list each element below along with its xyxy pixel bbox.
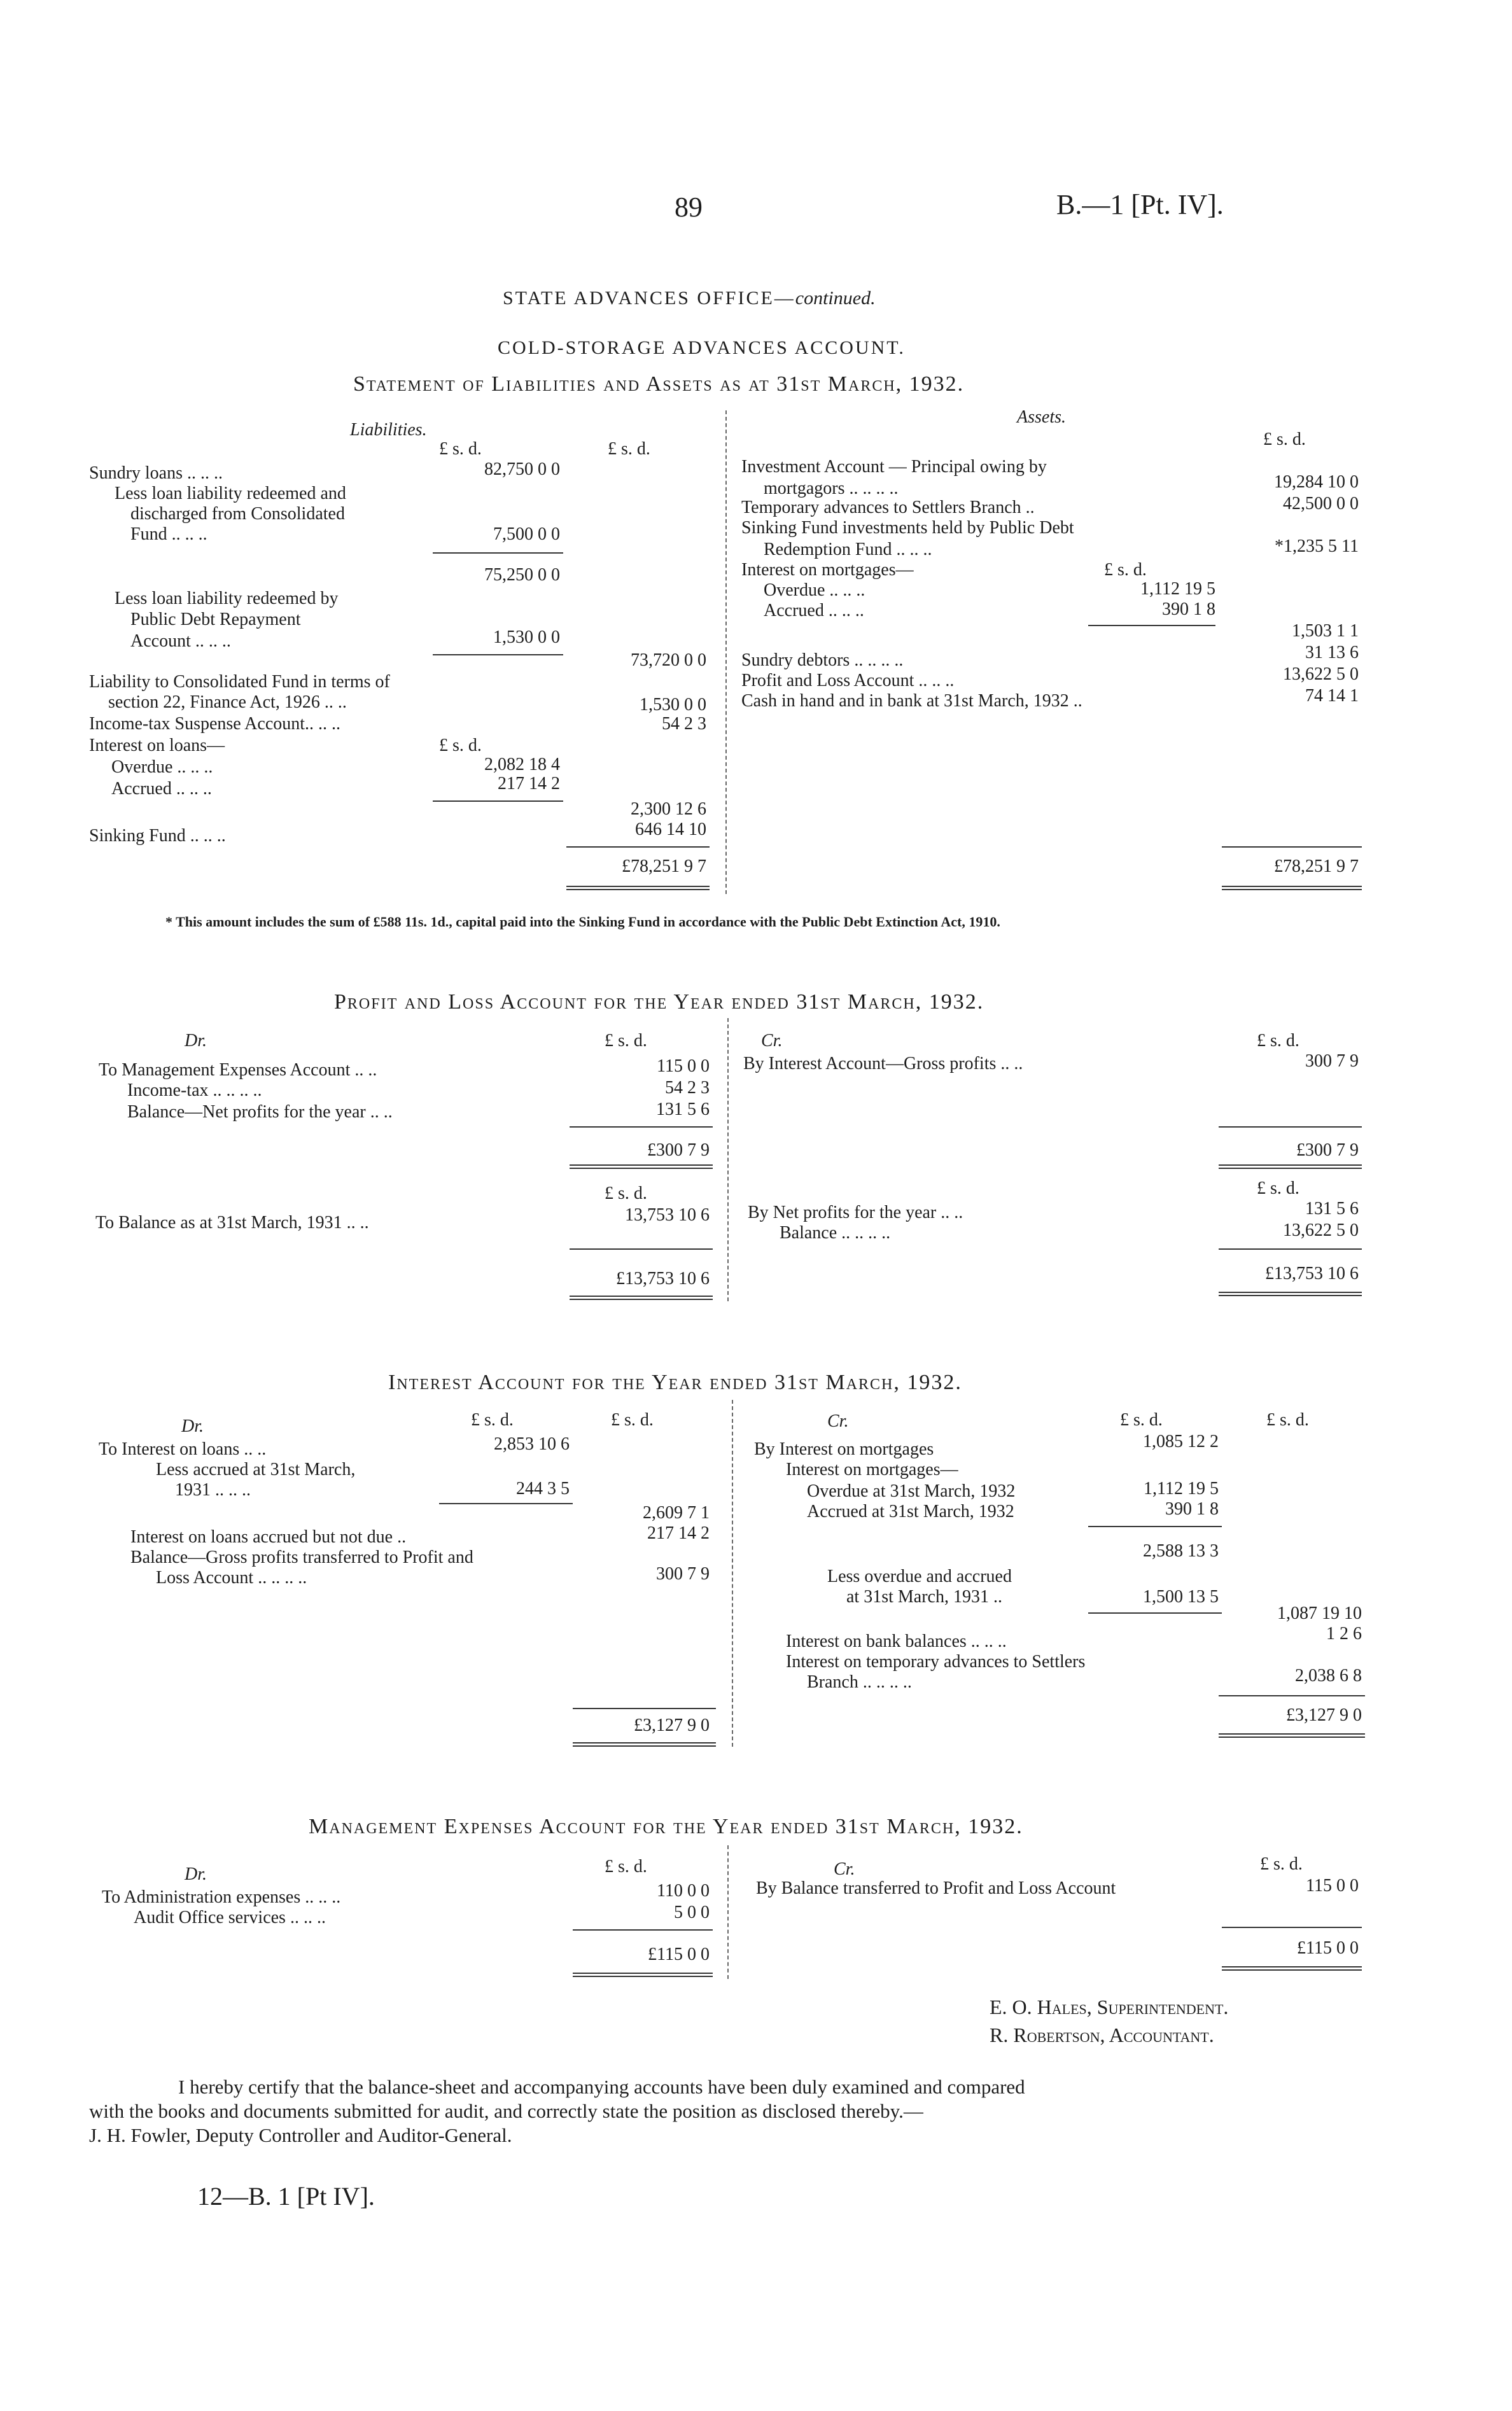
asset-line: mortgagors .. .. .. .. <box>764 479 899 498</box>
amount: 244 3 5 <box>516 1479 570 1499</box>
lsd-header: £ s. d. <box>611 1410 654 1430</box>
double-rule <box>1222 886 1362 890</box>
lsd-header: £ s. d. <box>608 439 650 459</box>
dr-label: Dr. <box>181 1416 204 1436</box>
credit-line: Interest on mortgages— <box>786 1460 958 1479</box>
double-rule <box>1219 1164 1362 1169</box>
column-divider <box>725 410 727 894</box>
pl-title: Profit and Loss Account for the Year ended 31st March, 1932. <box>334 990 984 1014</box>
credit-line: Accrued at 31st March, 1932 <box>807 1502 1014 1521</box>
rule <box>570 1126 713 1128</box>
debit-line: Income-tax .. .. .. .. <box>127 1080 262 1100</box>
lsd-header: £ s. d. <box>605 1857 647 1876</box>
debit-line: To Interest on loans .. .. <box>99 1439 267 1459</box>
amount: 54 2 3 <box>662 714 706 734</box>
lsd-header: £ s. d. <box>605 1184 647 1203</box>
liability-line: Interest on loans— <box>89 736 225 755</box>
statement-title: Statement of Liabilities and Assets as at 31st March, 1932. <box>353 372 965 396</box>
liability-line: Liability to Consolidated Fund in terms of <box>89 672 390 692</box>
footer-reference: 12—B. 1 [Pt IV]. <box>197 2182 375 2211</box>
liability-line: Less loan liability redeemed and <box>115 484 346 503</box>
rule <box>1222 846 1362 848</box>
asset-line: Profit and Loss Account .. .. .. <box>741 671 955 690</box>
column-divider <box>732 1400 733 1747</box>
amount: 1,087 19 10 <box>1277 1604 1362 1623</box>
amount: 31 13 6 <box>1305 643 1359 662</box>
amount: 19,284 10 0 <box>1274 472 1359 492</box>
asset-line: Temporary advances to Settlers Branch .. <box>741 498 1035 517</box>
lsd-header: £ s. d. <box>471 1410 514 1430</box>
amount: 131 5 6 <box>1305 1199 1359 1219</box>
account-title: COLD-STORAGE ADVANCES ACCOUNT. <box>498 337 906 358</box>
amount: 300 7 9 <box>656 1564 710 1584</box>
total: £13,753 10 6 <box>616 1269 710 1289</box>
cr-label: Cr. <box>827 1411 849 1431</box>
lsd-header: £ s. d. <box>1104 560 1147 580</box>
lsd-header: £ s. d. <box>605 1031 647 1051</box>
liability-line: Accrued .. .. .. <box>111 779 212 799</box>
total: £3,127 9 0 <box>634 1716 710 1735</box>
liability-line: Fund .. .. .. <box>130 524 207 544</box>
amount: *1,235 5 11 <box>1275 536 1359 556</box>
rule <box>1222 1927 1362 1928</box>
amount: 2,300 12 6 <box>631 799 706 819</box>
credit-line: By Balance transferred to Profit and Loss Account <box>756 1878 1116 1898</box>
interest-title: Interest Account for the Year ended 31st March, 1932. <box>388 1371 962 1394</box>
credit-line: Overdue at 31st March, 1932 <box>807 1481 1016 1501</box>
amount: 1,530 0 0 <box>493 627 560 647</box>
office-heading: STATE ADVANCES OFFICE—continued. <box>503 288 876 309</box>
total: £13,753 10 6 <box>1265 1264 1359 1283</box>
rule <box>433 552 563 554</box>
asset-line: Sundry debtors .. .. .. .. <box>741 650 904 670</box>
liability-line: section 22, Finance Act, 1926 .. .. <box>108 692 347 712</box>
lsd-header: £ s. d. <box>1257 1178 1299 1198</box>
total: £78,251 9 7 <box>1274 856 1359 876</box>
debit-line: Balance—Net profits for the year .. .. <box>127 1102 393 1122</box>
liability-line: Less loan liability redeemed by <box>115 589 339 608</box>
debit-line: Less accrued at 31st March, <box>156 1460 356 1479</box>
rule <box>1219 1126 1362 1128</box>
dr-label: Dr. <box>185 1031 207 1051</box>
credit-line: Interest on temporary advances to Settlers <box>786 1652 1086 1672</box>
asset-line: Accrued .. .. .. <box>764 601 864 620</box>
double-rule <box>1219 1292 1362 1296</box>
rule <box>573 1929 713 1931</box>
amount: 1,112 19 5 <box>1144 1479 1219 1499</box>
double-rule <box>573 1742 716 1747</box>
liability-line: Overdue .. .. .. <box>111 757 213 777</box>
double-rule <box>570 1296 713 1300</box>
lsd-header: £ s. d. <box>1120 1410 1163 1430</box>
debit-line: Interest on loans accrued but not due .. <box>130 1527 407 1547</box>
double-rule <box>570 1164 713 1169</box>
amount: 390 1 8 <box>1162 599 1215 619</box>
page-number: 89 <box>675 192 703 223</box>
credit-line: By Interest Account—Gross profits .. .. <box>743 1054 1023 1073</box>
credit-line: at 31st March, 1931 .. <box>846 1587 1002 1607</box>
credit-line: Interest on bank balances .. .. .. <box>786 1632 1007 1651</box>
double-rule <box>1222 1966 1362 1971</box>
credit-line: By Interest on mortgages <box>754 1439 934 1459</box>
rule <box>570 1248 713 1250</box>
double-rule <box>566 886 710 890</box>
debit-line: To Management Expenses Account .. .. <box>99 1060 377 1080</box>
debit-line: To Balance as at 31st March, 1931 .. .. <box>95 1213 369 1233</box>
rule <box>433 800 563 802</box>
cr-label: Cr. <box>761 1031 783 1051</box>
total: £115 0 0 <box>1297 1938 1359 1958</box>
amount: 5 0 0 <box>674 1903 710 1922</box>
rule <box>439 1503 573 1504</box>
debit-line: To Administration expenses .. .. .. <box>102 1887 341 1907</box>
credit-line: Less overdue and accrued <box>827 1567 1012 1586</box>
amount: 131 5 6 <box>656 1100 710 1119</box>
column-divider <box>727 1845 729 1979</box>
total: £115 0 0 <box>648 1945 710 1964</box>
credit-line: By Net profits for the year .. .. <box>748 1203 963 1222</box>
liability-line: Account .. .. .. <box>130 631 231 651</box>
amount: 110 0 0 <box>657 1881 710 1901</box>
total: £3,127 9 0 <box>1286 1705 1362 1725</box>
amount: 42,500 0 0 <box>1283 494 1359 514</box>
debit-line: Loss Account .. .. .. .. <box>156 1568 307 1588</box>
rule <box>433 654 563 655</box>
amount: 1,500 13 5 <box>1143 1587 1219 1607</box>
column-divider <box>727 1018 729 1301</box>
amount: 7,500 0 0 <box>493 524 560 544</box>
mgmt-title: Management Expenses Account for the Year ended 31st March, 1932. <box>309 1815 1023 1838</box>
rule <box>1219 1695 1365 1696</box>
amount: 2,588 13 3 <box>1143 1541 1219 1561</box>
credit-line: Balance .. .. .. .. <box>780 1223 891 1243</box>
amount: 1 2 6 <box>1326 1624 1362 1644</box>
amount: 300 7 9 <box>1305 1051 1359 1071</box>
lsd-header: £ s. d. <box>1263 430 1306 449</box>
rule <box>1219 1248 1362 1250</box>
cert-line: with the books and documents submitted for audit, and correctly state the position as disclosed thereby.— <box>89 2100 923 2122</box>
signature-superintendent: E. O. Hales, Superintendent. <box>990 1995 1229 2018</box>
amount: 1,503 1 1 <box>1292 621 1359 641</box>
total: £78,251 9 7 <box>622 856 706 876</box>
amount: 217 14 2 <box>498 774 560 793</box>
asset-line: Investment Account — Principal owing by <box>741 457 1047 477</box>
lsd-header: £ s. d. <box>1266 1410 1309 1430</box>
rule <box>573 1708 716 1709</box>
amount: 390 1 8 <box>1165 1499 1219 1519</box>
footnote: * This amount includes the sum of £588 11s. 1d., capital paid into the Sinking Fund in accordance with the Public Debt Extinction Act, 1910. <box>165 914 1000 930</box>
asset-line: Cash in hand and in bank at 31st March, 1932 .. <box>741 691 1082 711</box>
amount: 2,853 10 6 <box>494 1434 570 1454</box>
lsd-header: £ s. d. <box>439 736 482 755</box>
lsd-header: £ s. d. <box>1257 1031 1299 1051</box>
amount: 115 0 0 <box>657 1056 710 1076</box>
debit-line: Balance—Gross profits transferred to Profit and <box>130 1548 473 1567</box>
lsd-header: £ s. d. <box>1260 1854 1303 1874</box>
amount: 73,720 0 0 <box>631 650 706 670</box>
total: £300 7 9 <box>647 1140 710 1160</box>
debit-line: 1931 .. .. .. <box>175 1480 251 1500</box>
asset-line: Interest on mortgages— <box>741 560 914 580</box>
liabilities-label: Liabilities. <box>350 420 427 440</box>
amount: 54 2 3 <box>665 1078 710 1098</box>
amount: 75,250 0 0 <box>484 565 560 585</box>
amount: 74 14 1 <box>1305 686 1359 706</box>
credit-line: Branch .. .. .. .. <box>807 1672 912 1692</box>
liability-line: Sundry loans .. .. .. <box>89 463 223 483</box>
amount: 1,085 12 2 <box>1143 1432 1219 1451</box>
liability-line: Public Debt Repayment <box>130 610 301 629</box>
liability-line: Sinking Fund .. .. .. <box>89 826 226 846</box>
cr-label: Cr. <box>834 1859 855 1879</box>
liability-line: discharged from Consolidated <box>130 504 345 524</box>
assets-label: Assets. <box>1017 407 1066 427</box>
amount: 13,753 10 6 <box>625 1205 710 1225</box>
amount: 13,622 5 0 <box>1283 1220 1359 1240</box>
amount: 2,082 18 4 <box>484 755 560 774</box>
cert-line: I hereby certify that the balance-sheet and accompanying accounts have been duly examined and compared <box>178 2076 1025 2098</box>
amount: 2,038 6 8 <box>1295 1666 1362 1686</box>
rule <box>566 846 710 848</box>
rule <box>1088 1612 1222 1614</box>
amount: 2,609 7 1 <box>643 1503 710 1523</box>
asset-line: Overdue .. .. .. <box>764 580 865 600</box>
amount: 646 14 10 <box>635 820 706 839</box>
amount: 115 0 0 <box>1306 1876 1359 1896</box>
amount: 217 14 2 <box>647 1523 710 1543</box>
amount: 82,750 0 0 <box>484 459 560 479</box>
dr-label: Dr. <box>185 1864 207 1884</box>
cert-line: J. H. Fowler, Deputy Controller and Auditor-General. <box>89 2124 512 2146</box>
double-rule <box>1219 1733 1365 1738</box>
asset-line: Sinking Fund investments held by Public Debt <box>741 518 1074 538</box>
debit-line: Audit Office services .. .. .. <box>134 1908 326 1927</box>
document-reference: B.—1 [Pt. IV]. <box>1056 189 1224 220</box>
amount: 13,622 5 0 <box>1283 664 1359 684</box>
double-rule <box>573 1973 713 1977</box>
rule <box>1088 1526 1222 1527</box>
amount: 1,530 0 0 <box>640 695 706 715</box>
total: £300 7 9 <box>1296 1140 1359 1160</box>
amount: 1,112 19 5 <box>1140 579 1215 599</box>
asset-line: Redemption Fund .. .. .. <box>764 540 932 559</box>
signature-accountant: R. Robertson, Accountant. <box>990 2023 1214 2046</box>
lsd-header: £ s. d. <box>439 439 482 459</box>
liability-line: Income-tax Suspense Account.. .. .. <box>89 714 341 734</box>
